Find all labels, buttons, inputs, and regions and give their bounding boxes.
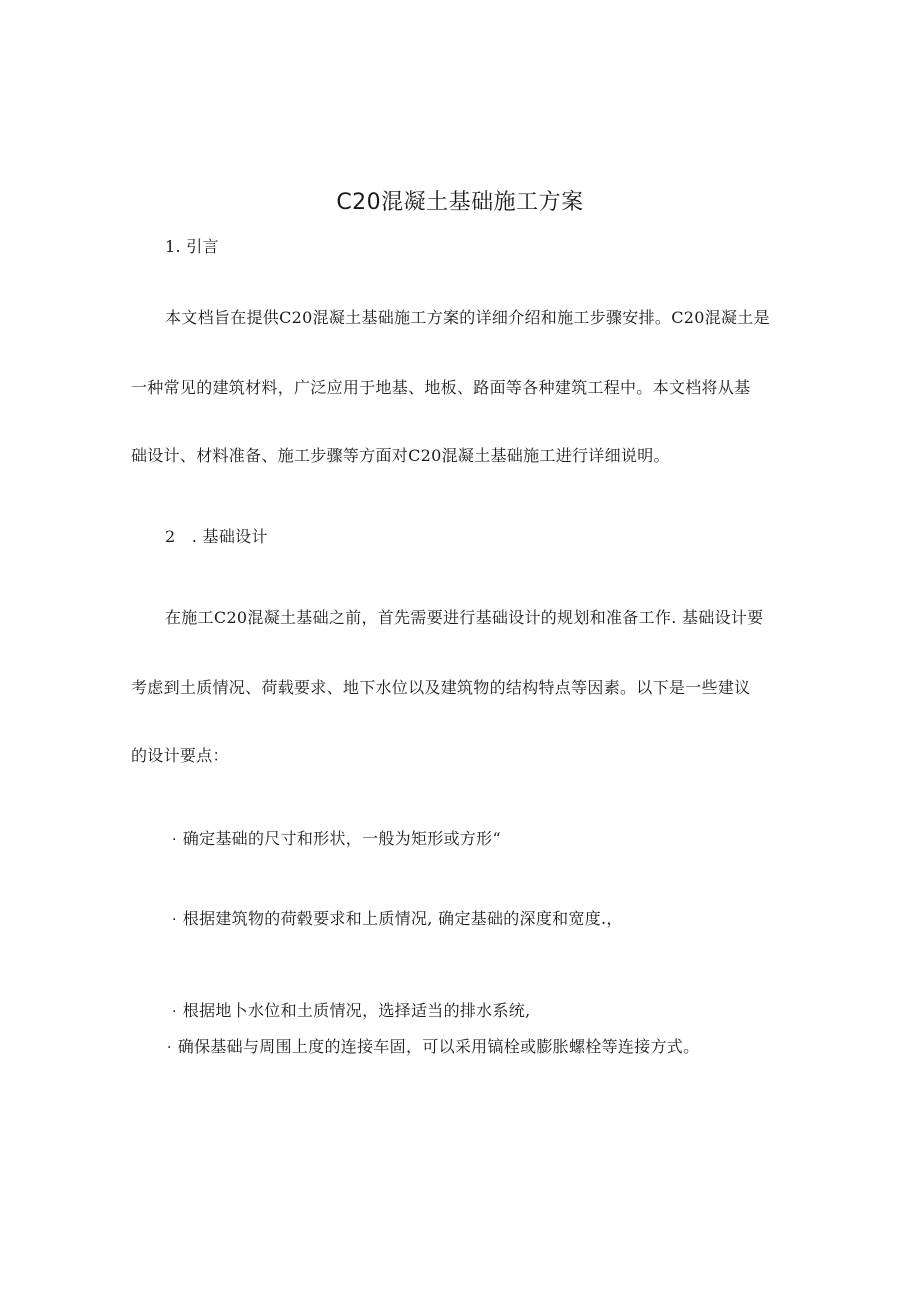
list-item (172, 909, 623, 930)
list-item-text: 确保基础与周围上度的连接车固，可以采用镐栓或膨胀螺栓等连接方式。 (177, 1037, 700, 1056)
bullet-icon: · (172, 1004, 177, 1020)
list-item-text: 确定基础的尺寸和形状，一般为矩形或方形“ (182, 829, 501, 848)
list-item-text: 根据建筑物的荷毂要求和上质情况, 确定基础的深度和宽度.， (182, 909, 623, 928)
document-title: C20混凝土基础施工方案 (336, 190, 584, 215)
bullet-icon: · (172, 832, 177, 848)
paragraph-line: 础设计、材料准备、施工步骤等方面对C20混凝土基础施工进行详细说明。 (131, 446, 670, 465)
paragraph-line: 考虑到土质情况、荷载要求、地下水位以及建筑物的结构特点等因素。以下是一些建议 (131, 678, 751, 697)
paragraph-line: 在施工C20混凝土基础之前，首先需要进行基础设计的规划和准备工作. 基础设计要 (165, 608, 764, 627)
bullet-icon: · (167, 1040, 172, 1056)
section-heading-foundation-design: 2 . 基础设计 (165, 527, 268, 546)
list-item (167, 1037, 699, 1058)
paragraph-line: 一种常见的建筑材料，广泛应用于地基、地板、路面等各种建筑工程中。本文档将从基 (131, 378, 751, 397)
paragraph-line: 的设计要点： (131, 746, 229, 765)
list-item (172, 1001, 530, 1022)
list-item (172, 829, 501, 850)
paragraph-line: 本文档旨在提供C20混凝土基础施工方案的详细介绍和施工步骤安排。C20混凝土是 (165, 308, 770, 327)
list-item-text: 根据地卜水位和土质情况，选择适当的排水系统, (182, 1001, 531, 1020)
bullet-icon: · (172, 912, 177, 928)
section-heading-introduction: 1. 引言 (165, 237, 219, 256)
